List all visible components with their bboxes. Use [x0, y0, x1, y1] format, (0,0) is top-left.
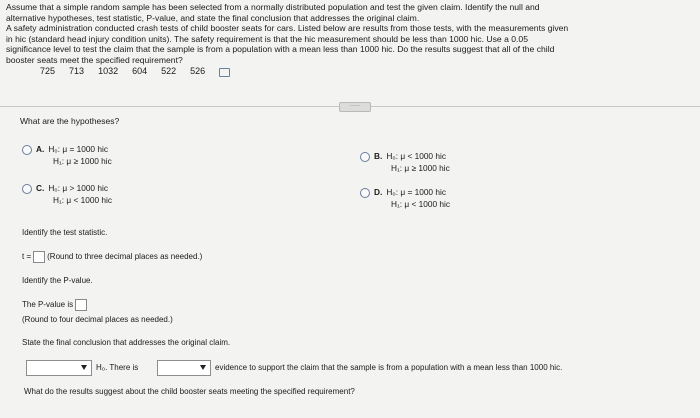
radio-button[interactable]	[360, 152, 370, 162]
pvalue-note: (Round to four decimal places as needed.)	[22, 315, 173, 324]
option-h0: H₀: μ < 1000 hic	[386, 151, 446, 161]
test-stat-input[interactable]	[33, 251, 45, 263]
radio-button[interactable]	[22, 145, 32, 155]
test-stat-note: (Round to three decimal places as needed.)	[47, 252, 203, 262]
option-h0: H₀: μ = 1000 hic	[386, 187, 446, 197]
hypotheses-question: What are the hypotheses?	[20, 116, 120, 126]
option-h1: H₁: μ ≥ 1000 hic	[391, 163, 450, 173]
option-h0: H₀: μ = 1000 hic	[48, 144, 108, 154]
pvalue-label: The P-value is	[22, 300, 74, 310]
option-h1: H₁: μ < 1000 hic	[53, 195, 113, 205]
conclusion-tail: evidence to support the claim that the sample is from a population with a mean less than 1000 hic.	[215, 363, 563, 372]
final-question: What do the results suggest about the child booster seats meeting the specified requirement?	[24, 387, 355, 396]
option-letter: B.	[374, 151, 383, 161]
h0-there-is: H₀. There is	[96, 363, 139, 372]
option-d[interactable]	[360, 186, 450, 210]
option-a[interactable]	[22, 143, 112, 167]
t-prefix: t =	[22, 252, 32, 262]
chevron-down-icon	[81, 365, 87, 370]
option-b[interactable]	[360, 150, 450, 174]
data-value: 604	[132, 66, 148, 76]
problem-line: booster seats meet the specified requirement?	[6, 54, 183, 65]
data-value: 522	[161, 66, 177, 76]
problem-line: Assume that a simple random sample has been selected from a normally distributed population and test the given claim. Identify the null and	[6, 2, 540, 12]
radio-button[interactable]	[360, 188, 370, 198]
problem-line: A safety administration conducted crash tests of child booster seats for cars. Listed below are results from those tests, with the measurements given	[6, 23, 569, 33]
option-h1: H₁: μ ≥ 1000 hic	[53, 156, 112, 166]
pvalue-row	[22, 299, 89, 311]
data-value: 1032	[98, 66, 119, 76]
option-letter: C.	[36, 183, 45, 193]
expand-button[interactable]: ·····	[339, 102, 371, 112]
option-letter: A.	[36, 144, 45, 154]
test-stat-prompt: Identify the test statistic.	[22, 228, 108, 237]
chevron-down-icon	[200, 365, 206, 370]
data-value: 713	[69, 66, 85, 76]
pvalue-input[interactable]	[75, 299, 87, 311]
option-c[interactable]	[22, 182, 112, 206]
option-h1: H₁: μ < 1000 hic	[391, 199, 451, 209]
option-letter: D.	[374, 187, 383, 197]
data-values	[6, 66, 694, 77]
data-value: 526	[190, 66, 206, 76]
pvalue-prompt: Identify the P-value.	[22, 276, 93, 285]
option-h0: H₀: μ > 1000 hic	[48, 183, 108, 193]
data-value: 725	[40, 66, 56, 76]
problem-line: significance level to test the claim that the sample is from a population with a mean less than 1000 hic. Do the results suggest that all of the child	[6, 44, 555, 54]
problem-line: alternative hypotheses, test statistic, P-value, and state the final conclusion that addresses the original claim.	[6, 12, 420, 23]
conclusion-prompt: State the final conclusion that addresses the original claim.	[22, 338, 231, 347]
test-stat-row	[22, 251, 202, 263]
evidence-dropdown[interactable]	[157, 360, 211, 376]
reject-dropdown[interactable]	[26, 360, 92, 376]
problem-statement	[6, 2, 694, 77]
radio-button[interactable]	[22, 184, 32, 194]
copy-data-icon[interactable]	[219, 68, 230, 77]
problem-line: in hic (standard head injury condition units). The safety requirement is that the hic measurement should be less than 1000 hic. Use a 0.05	[6, 33, 528, 44]
